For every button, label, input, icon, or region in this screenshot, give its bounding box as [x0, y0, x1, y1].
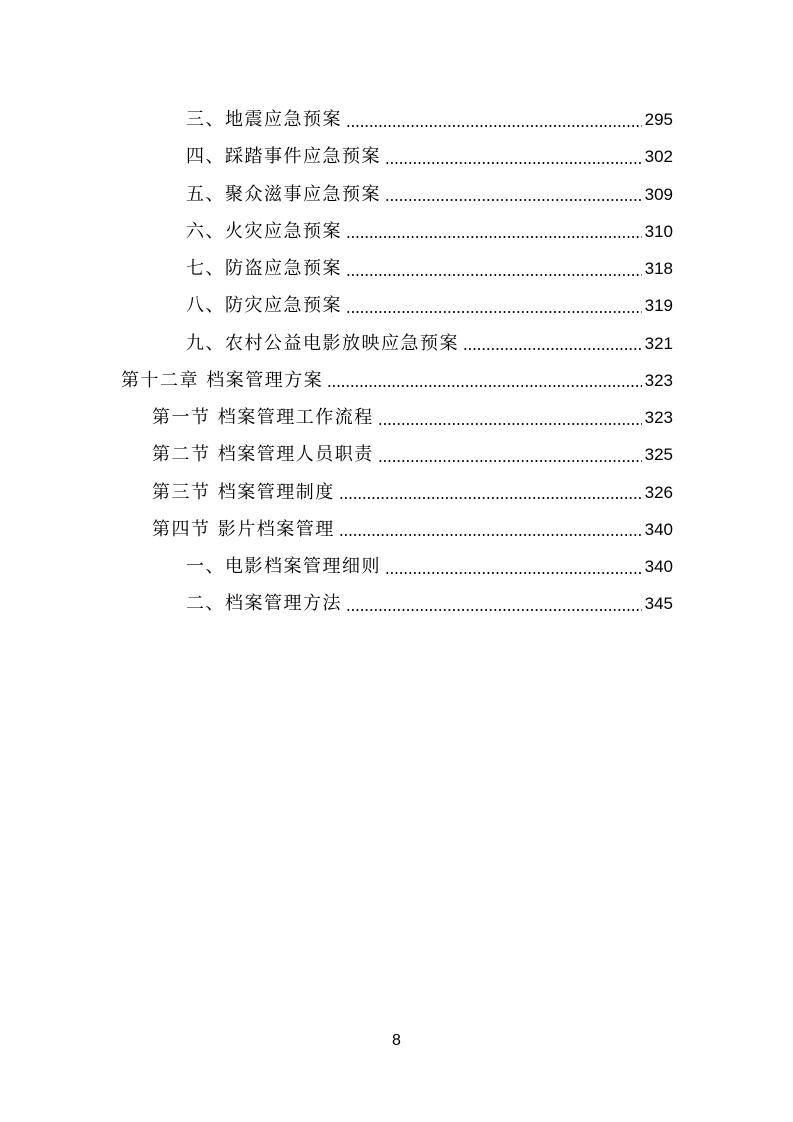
toc-entry-label: 四、踩踏事件应急预案: [186, 146, 381, 168]
toc-section-entry[interactable]: [0, 436, 793, 473]
toc-entry[interactable]: [0, 250, 793, 287]
toc-entry-label: 九、农村公益电影放映应急预案: [186, 332, 459, 354]
toc-dot-leader: [327, 385, 641, 387]
toc-dot-leader: [346, 274, 642, 276]
toc-entry-label: 二、档案管理方法: [186, 593, 342, 615]
toc-section-entry[interactable]: [0, 474, 793, 511]
toc-dot-leader: [385, 162, 642, 164]
toc-entry[interactable]: [0, 213, 793, 250]
toc-dot-leader: [346, 236, 642, 238]
toc-dot-leader: [385, 199, 642, 201]
toc-entry-label: 第一节 档案管理工作流程: [152, 407, 374, 429]
toc-entry-page: 310: [644, 221, 673, 241]
toc-entry-page: 309: [644, 184, 673, 204]
toc-entry-page: 323: [644, 408, 673, 428]
toc-entry-page: 321: [644, 333, 673, 353]
toc-entry-label: 六、火灾应急预案: [186, 220, 342, 242]
toc-entry-label: 第三节 档案管理制度: [152, 481, 335, 503]
toc-dot-leader: [346, 311, 642, 313]
toc-entry-page: 319: [644, 296, 673, 316]
toc-dot-leader: [463, 348, 642, 350]
toc-entry-page: 323: [644, 370, 673, 390]
toc-section-entry[interactable]: [0, 399, 793, 436]
toc-entry-page: 326: [644, 482, 673, 502]
toc-entry-label: 八、防灾应急预案: [186, 295, 342, 317]
toc-entry[interactable]: [0, 176, 793, 213]
toc-entry-page: 295: [644, 110, 673, 130]
toc-entry-label: 七、防盗应急预案: [186, 258, 342, 280]
toc-dot-leader: [378, 460, 642, 462]
toc-entry[interactable]: [0, 548, 793, 585]
toc-entry-page: 340: [644, 557, 673, 577]
page-number: 8: [392, 1032, 401, 1049]
toc-dot-leader: [339, 534, 642, 536]
toc-entry-label: 三、地震应急预案: [186, 109, 342, 131]
toc-section-entry[interactable]: [0, 511, 793, 548]
toc-entry-page: 302: [644, 147, 673, 167]
toc-entry-page: 318: [644, 259, 673, 279]
toc-dot-leader: [378, 423, 642, 425]
toc-chapter-entry[interactable]: [0, 362, 793, 399]
toc-entry-page: 340: [644, 519, 673, 539]
toc-entry-page: 325: [644, 445, 673, 465]
toc-entry-label: 第四节 影片档案管理: [152, 518, 335, 540]
toc-dot-leader: [346, 609, 642, 611]
toc-dot-leader: [385, 572, 642, 574]
toc-entry[interactable]: [0, 585, 793, 622]
toc-entry[interactable]: [0, 287, 793, 324]
toc-dot-leader: [346, 125, 642, 127]
toc-entry[interactable]: [0, 325, 793, 362]
toc-dot-leader: [339, 497, 642, 499]
toc-entry[interactable]: [0, 138, 793, 175]
toc-entry-label: 一、电影档案管理细则: [186, 556, 381, 578]
toc-entry-label: 第二节 档案管理人员职责: [152, 444, 374, 466]
toc-entry-page: 345: [644, 594, 673, 614]
toc-entry-label: 第十二章 档案管理方案: [121, 369, 324, 391]
table-of-contents: [0, 101, 793, 623]
toc-entry[interactable]: [0, 101, 793, 138]
toc-entry-label: 五、聚众滋事应急预案: [186, 183, 381, 205]
